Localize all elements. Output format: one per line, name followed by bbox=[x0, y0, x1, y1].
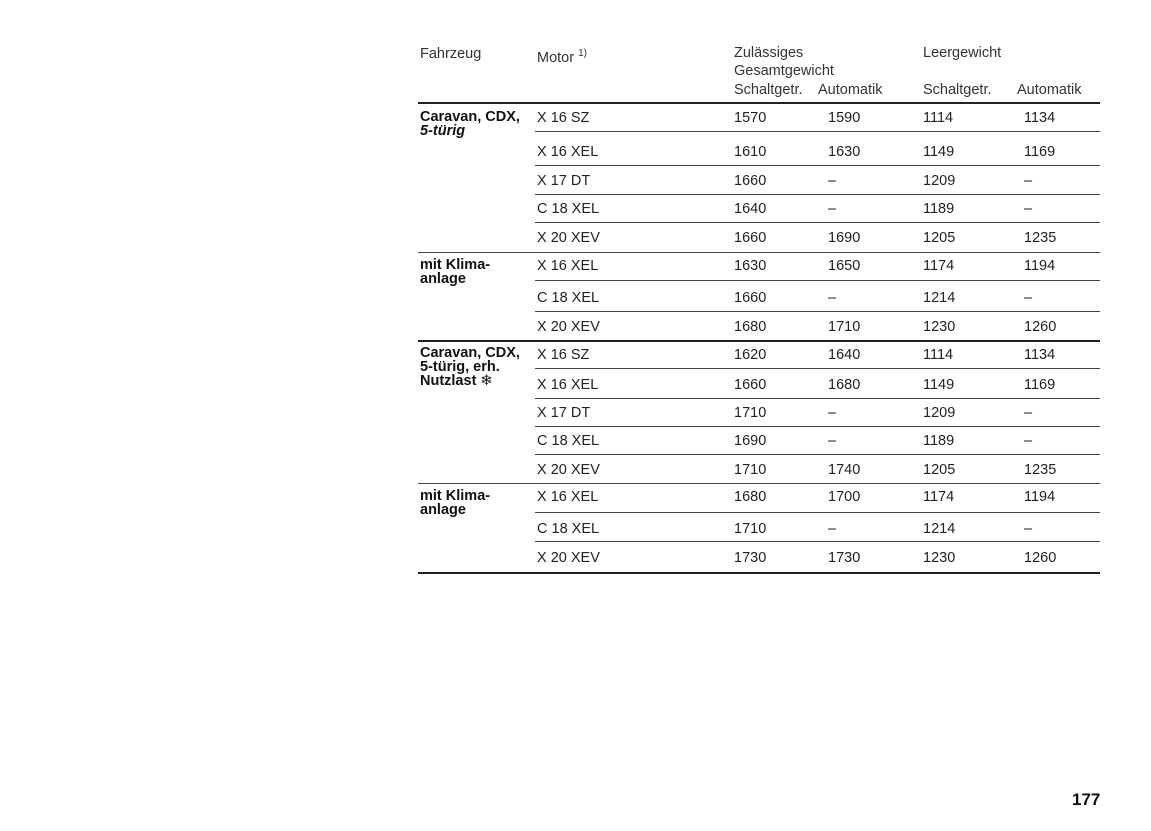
motor-cell: X 16 XEL bbox=[537, 489, 599, 505]
row-divider bbox=[535, 194, 1100, 195]
gesamtgewicht-automatik-cell: – bbox=[828, 201, 837, 217]
gesamtgewicht-schaltgetriebe-cell: 1660 bbox=[734, 377, 767, 393]
group-label-line: Nutzlast ❄ bbox=[420, 373, 493, 389]
row-divider bbox=[535, 454, 1100, 455]
header-leergewicht: Leergewicht bbox=[923, 45, 1002, 61]
row-divider bbox=[535, 398, 1100, 399]
leergewicht-automatik-cell: 1134 bbox=[1024, 110, 1056, 126]
motor-cell: C 18 XEL bbox=[537, 201, 600, 217]
header-motor bbox=[537, 46, 587, 66]
row-divider bbox=[535, 368, 1100, 369]
gesamtgewicht-schaltgetriebe-cell: 1660 bbox=[734, 290, 767, 306]
header-automatik-1: Automatik bbox=[818, 82, 883, 98]
motor-cell: X 16 SZ bbox=[537, 110, 590, 126]
leergewicht-automatik-cell: – bbox=[1024, 433, 1033, 449]
motor-cell: X 16 XEL bbox=[537, 144, 599, 160]
leergewicht-schaltgetriebe-cell: 1174 bbox=[923, 258, 955, 274]
header-rule bbox=[418, 102, 1100, 104]
gesamtgewicht-automatik-cell: 1710 bbox=[828, 319, 861, 335]
gesamtgewicht-automatik-cell: 1650 bbox=[828, 258, 861, 274]
motor-cell: C 18 XEL bbox=[537, 521, 600, 537]
leergewicht-schaltgetriebe-cell: 1205 bbox=[923, 462, 956, 478]
gesamtgewicht-automatik-cell: 1630 bbox=[828, 144, 861, 160]
gesamtgewicht-schaltgetriebe-cell: 1710 bbox=[734, 521, 767, 537]
motor-cell: C 18 XEL bbox=[537, 433, 600, 449]
header-automatik-2: Automatik bbox=[1017, 82, 1082, 98]
motor-cell: X 20 XEV bbox=[537, 550, 600, 566]
header-fahrzeug: Fahrzeug bbox=[420, 46, 482, 62]
leergewicht-automatik-cell: 1260 bbox=[1024, 550, 1057, 566]
leergewicht-schaltgetriebe-cell: 1149 bbox=[923, 144, 955, 160]
section-rule bbox=[418, 340, 1100, 342]
leergewicht-schaltgetriebe-cell: 1114 bbox=[923, 110, 954, 126]
gesamtgewicht-schaltgetriebe-cell: 1630 bbox=[734, 258, 767, 274]
leergewicht-schaltgetriebe-cell: 1189 bbox=[923, 433, 955, 449]
leergewicht-automatik-cell: – bbox=[1024, 173, 1033, 189]
leergewicht-schaltgetriebe-cell: 1149 bbox=[923, 377, 955, 393]
group-label bbox=[420, 489, 490, 517]
row-divider bbox=[535, 131, 1100, 132]
leergewicht-schaltgetriebe-cell: 1214 bbox=[923, 521, 956, 537]
motor-cell: X 20 XEV bbox=[537, 319, 600, 335]
leergewicht-schaltgetriebe-cell: 1214 bbox=[923, 290, 956, 306]
header-motor-footnote: 1) bbox=[578, 48, 588, 59]
header-zulaessiges: Zulässiges bbox=[734, 45, 804, 61]
motor-cell: X 16 SZ bbox=[537, 347, 590, 363]
leergewicht-automatik-cell: – bbox=[1024, 521, 1033, 537]
gesamtgewicht-automatik-cell: 1640 bbox=[828, 347, 861, 363]
gesamtgewicht-automatik-cell: 1700 bbox=[828, 489, 861, 505]
gesamtgewicht-schaltgetriebe-cell: 1730 bbox=[734, 550, 767, 566]
motor-cell: X 16 XEL bbox=[537, 258, 599, 274]
leergewicht-schaltgetriebe-cell: 1189 bbox=[923, 201, 955, 217]
gesamtgewicht-automatik-cell: – bbox=[828, 433, 837, 449]
leergewicht-automatik-cell: – bbox=[1024, 201, 1033, 217]
group-label-line: mit Klima- bbox=[420, 257, 491, 273]
leergewicht-automatik-cell: 1169 bbox=[1024, 377, 1056, 393]
page-number: 177 bbox=[1072, 790, 1101, 809]
motor-cell: X 17 DT bbox=[537, 405, 591, 421]
motor-cell: X 20 XEV bbox=[537, 230, 600, 246]
group-divider bbox=[418, 483, 1100, 484]
leergewicht-automatik-cell: 1134 bbox=[1024, 347, 1056, 363]
group-label-line: 5-türig, erh. bbox=[420, 359, 500, 375]
row-divider bbox=[535, 222, 1100, 223]
gesamtgewicht-schaltgetriebe-cell: 1640 bbox=[734, 201, 767, 217]
group-label-line: mit Klima- bbox=[420, 488, 491, 504]
gesamtgewicht-schaltgetriebe-cell: 1620 bbox=[734, 347, 767, 363]
gesamtgewicht-schaltgetriebe-cell: 1610 bbox=[734, 144, 767, 160]
gesamtgewicht-automatik-cell: – bbox=[828, 290, 837, 306]
leergewicht-schaltgetriebe-cell: 1174 bbox=[923, 489, 955, 505]
gesamtgewicht-schaltgetriebe-cell: 1710 bbox=[734, 405, 767, 421]
leergewicht-automatik-cell: – bbox=[1024, 405, 1033, 421]
header-motor-label: Motor bbox=[537, 49, 575, 66]
leergewicht-automatik-cell: 1260 bbox=[1024, 319, 1057, 335]
header-schaltgetr-2: Schaltgetr. bbox=[923, 82, 992, 98]
row-divider bbox=[535, 426, 1100, 427]
leergewicht-automatik-cell: 1194 bbox=[1024, 489, 1056, 505]
gesamtgewicht-schaltgetriebe-cell: 1680 bbox=[734, 319, 767, 335]
row-divider bbox=[535, 311, 1100, 312]
group-label-line: anlage bbox=[420, 502, 466, 518]
group-label bbox=[420, 258, 490, 286]
leergewicht-automatik-cell: 1194 bbox=[1024, 258, 1056, 274]
leergewicht-schaltgetriebe-cell: 1209 bbox=[923, 173, 956, 189]
row-divider bbox=[535, 165, 1100, 166]
group-label bbox=[420, 346, 520, 388]
leergewicht-automatik-cell: 1235 bbox=[1024, 230, 1057, 246]
gesamtgewicht-schaltgetriebe-cell: 1710 bbox=[734, 462, 767, 478]
gesamtgewicht-automatik-cell: 1740 bbox=[828, 462, 861, 478]
gesamtgewicht-automatik-cell: 1590 bbox=[828, 110, 861, 126]
group-label-line: Caravan, CDX, bbox=[420, 345, 520, 361]
group-label-line: 5-türig bbox=[420, 123, 466, 139]
motor-cell: X 20 XEV bbox=[537, 462, 600, 478]
row-divider bbox=[535, 512, 1100, 513]
leergewicht-automatik-cell: 1235 bbox=[1024, 462, 1057, 478]
motor-cell: X 16 XEL bbox=[537, 377, 599, 393]
gesamtgewicht-schaltgetriebe-cell: 1690 bbox=[734, 433, 767, 449]
row-divider bbox=[535, 541, 1100, 542]
group-label-line: Caravan, CDX, bbox=[420, 109, 520, 125]
leergewicht-schaltgetriebe-cell: 1230 bbox=[923, 550, 956, 566]
leergewicht-automatik-cell: – bbox=[1024, 290, 1033, 306]
leergewicht-schaltgetriebe-cell: 1114 bbox=[923, 347, 954, 363]
leergewicht-schaltgetriebe-cell: 1230 bbox=[923, 319, 956, 335]
header-gesamtgewicht: Gesamtgewicht bbox=[734, 63, 834, 79]
gesamtgewicht-automatik-cell: – bbox=[828, 173, 837, 189]
row-divider bbox=[535, 280, 1100, 281]
header-schaltgetr-1: Schaltgetr. bbox=[734, 82, 803, 98]
gesamtgewicht-automatik-cell: – bbox=[828, 521, 837, 537]
leergewicht-schaltgetriebe-cell: 1205 bbox=[923, 230, 956, 246]
gesamtgewicht-automatik-cell: 1730 bbox=[828, 550, 861, 566]
gesamtgewicht-automatik-cell: 1680 bbox=[828, 377, 861, 393]
gesamtgewicht-schaltgetriebe-cell: 1570 bbox=[734, 110, 767, 126]
table-bottom-rule bbox=[418, 572, 1100, 574]
motor-cell: X 17 DT bbox=[537, 173, 591, 189]
group-divider bbox=[418, 252, 1100, 253]
leergewicht-automatik-cell: 1169 bbox=[1024, 144, 1056, 160]
gesamtgewicht-schaltgetriebe-cell: 1680 bbox=[734, 489, 767, 505]
group-label-line: anlage bbox=[420, 271, 466, 287]
leergewicht-schaltgetriebe-cell: 1209 bbox=[923, 405, 956, 421]
group-label bbox=[420, 110, 520, 138]
motor-cell: C 18 XEL bbox=[537, 290, 600, 306]
gesamtgewicht-schaltgetriebe-cell: 1660 bbox=[734, 173, 767, 189]
gesamtgewicht-schaltgetriebe-cell: 1660 bbox=[734, 230, 767, 246]
gesamtgewicht-automatik-cell: 1690 bbox=[828, 230, 861, 246]
gesamtgewicht-automatik-cell: – bbox=[828, 405, 837, 421]
